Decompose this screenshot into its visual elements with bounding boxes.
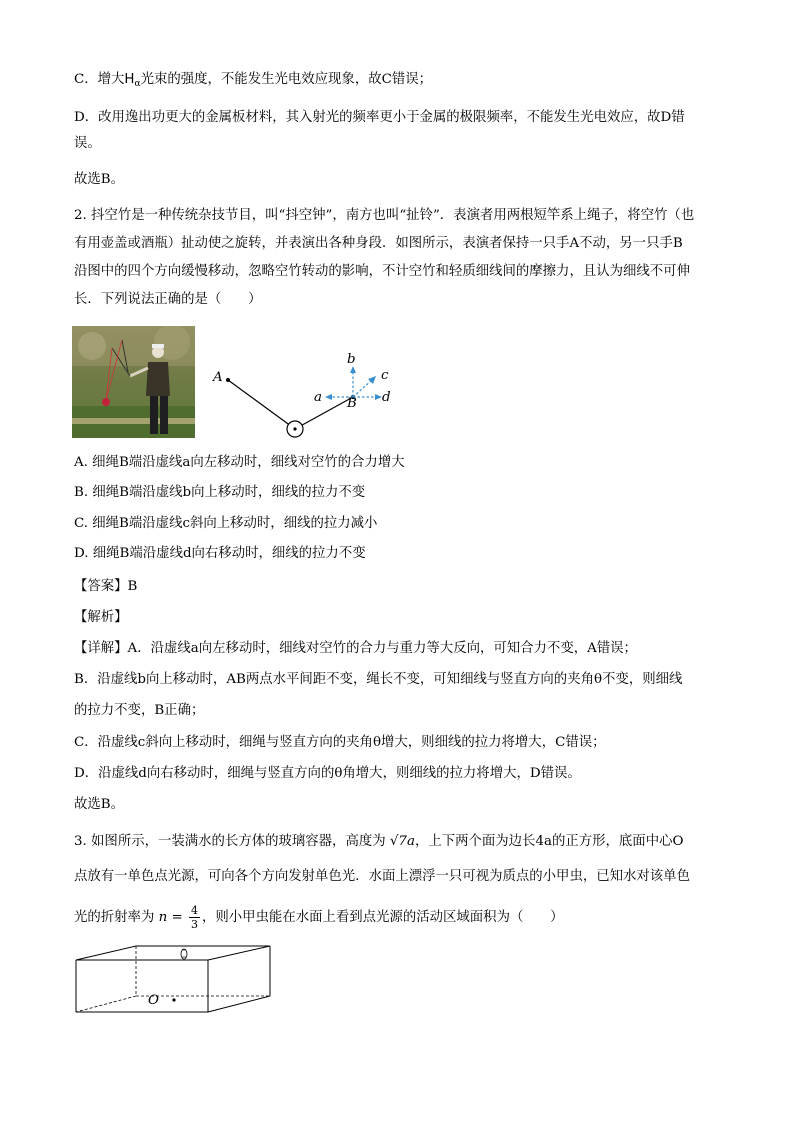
q3-line-2: 点放有一单色点光源，可向各个方向发射单色光．水面上漂浮一只可视为质点的小甲虫，已知水对该单色	[74, 869, 690, 884]
q3-line-3	[74, 904, 564, 931]
text: 光的折射率为	[74, 910, 155, 925]
fraction	[189, 904, 200, 931]
text: ，上下两个面为边长4a的正方形，底面中心O	[414, 834, 684, 849]
q2-line-2: 有用壶盖或酒瓶）扯动使之旋转，并表演出各种身段．如图所示，表演者保持一只手A不动，另一只手B	[74, 236, 683, 251]
rope-right	[295, 397, 353, 429]
text: 光束的强度，不能发生光电效应现象，故C错误；	[140, 72, 433, 87]
line-choose: 故选B。	[74, 172, 125, 187]
rope-left	[228, 380, 295, 429]
text: ，则小甲虫能在水面上看到点光源的活动区域面积为（ ）	[201, 910, 564, 925]
label-a-arrow: a	[314, 390, 322, 405]
glass-container-diagram	[72, 944, 276, 1016]
light-source-point	[172, 998, 175, 1001]
q2-line-3: 沿图中的四个方向缓慢移动，忽略空竹转动的影响，不计空竹和轻质细线间的摩擦力，且认为细线不可伸	[74, 264, 690, 279]
label-b-point: B	[347, 396, 357, 411]
label-o: O	[148, 993, 159, 1008]
option-d: D. 细绳B端沿虚线d向右移动时，细线的拉力不变	[74, 546, 366, 561]
q2-line-4: 长．下列说法正确的是（ ）	[74, 292, 262, 307]
answer-label: 【答案】B	[74, 579, 138, 594]
detail-line-6: 故选B。	[74, 797, 125, 812]
fraction-denominator: 3	[190, 918, 198, 931]
analysis-label: 【解析】	[74, 610, 128, 625]
detail-line-5: D．沿虚线d向右移动时，细绳与竖直方向的θ角增大，则细线的拉力将增大，D错误。	[74, 766, 581, 781]
line-option-d-prev: D．改用逸出功更大的金属板材料，其入射光的频率更小于金属的极限频率，不能发生光电效应，故D错	[74, 110, 685, 125]
text: 3. 如图所示，一装满水的长方体的玻璃容器，高度为	[74, 834, 386, 849]
label-c-arrow: c	[381, 368, 389, 383]
performer-photo	[72, 326, 195, 438]
text: C．增大	[74, 72, 125, 87]
detail-line-2: B．沿虚线b向上移动时，AB两点水平间距不变，绳长不变，可知细线与竖直方向的夹角θ不变，则细线	[74, 672, 683, 687]
q2-line-1: 2. 抖空竹是一种传统杂技节目，叫“抖空钟”，南方也叫“扯铃”．表演者用两根短竿系上绳子，将空竹（也	[74, 208, 695, 223]
detail-line-4: C．沿虚线c斜向上移动时，细绳与竖直方向的夹角θ增大，则细线的拉力将增大，C错误；	[74, 735, 606, 750]
option-c: C. 细绳B端沿虚线c斜向上移动时，细线的拉力减小	[74, 516, 378, 531]
option-a: A. 细绳B端沿虚线a向左移动时，细线对空竹的合力增大	[74, 455, 405, 470]
n-symbol: n =	[158, 910, 183, 925]
point-a	[226, 378, 230, 382]
option-b: B. 细绳B端沿虚线b向上移动时，细线的拉力不变	[74, 485, 366, 500]
q3-line-1	[74, 832, 683, 852]
h-symbol: H	[124, 72, 135, 87]
fraction-numerator: 4	[190, 904, 198, 917]
label-a-point: A	[213, 370, 223, 385]
sqrt-expression: √7a	[389, 834, 415, 849]
rope-diagram	[205, 344, 405, 448]
label-b-arrow: b	[347, 352, 356, 367]
top-face	[76, 946, 270, 960]
line-wrap: 误。	[74, 136, 101, 151]
detail-line-1: 【详解】A．沿虚线a向左移动时，细线对空竹的合力与重力等大反向，可知合力不变，A错误；	[74, 641, 637, 656]
alpha-subscript: α	[134, 79, 141, 89]
beetle-icon	[181, 949, 187, 959]
line-option-c-prev	[74, 70, 432, 94]
detail-line-3: 的拉力不变，B正确；	[74, 703, 205, 718]
label-d-arrow: d	[382, 390, 391, 405]
